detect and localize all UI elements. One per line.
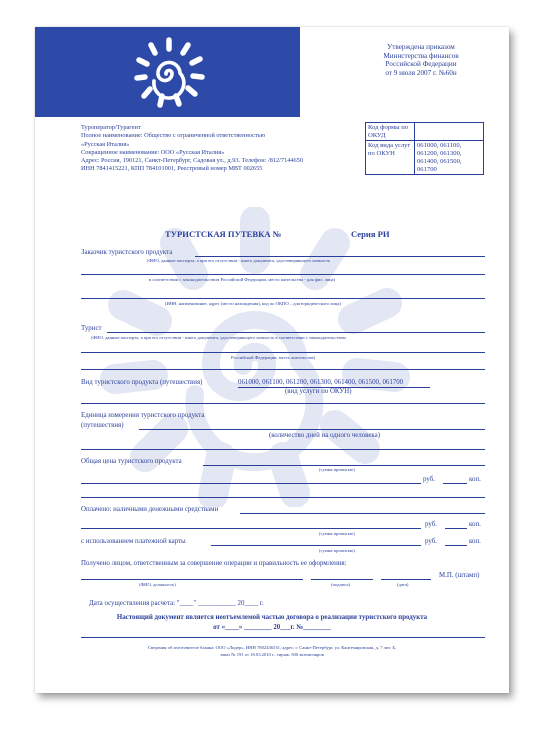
tourist-line[interactable] — [81, 352, 485, 353]
price-line[interactable] — [81, 483, 421, 484]
footer-contract: от «____» ________ 20___г. №________ — [213, 624, 331, 631]
tourist-line[interactable] — [107, 332, 485, 333]
price-kop: коп. — [469, 476, 481, 483]
operator-line: Туроператор/Турагент — [81, 124, 141, 131]
footer-divider — [81, 637, 485, 638]
card-rub: руб. — [425, 538, 437, 545]
cash-rub: руб. — [425, 521, 437, 528]
customer-line[interactable] — [195, 256, 485, 257]
unit-label: Единица измерения туристского продукта — [81, 412, 205, 419]
operator-details — [81, 124, 371, 174]
price-hint: (сумма прописью) — [319, 467, 355, 472]
customer-hint: в соответствии с законодательством Российской Федерации, место жительства - для физ. лица) — [149, 277, 336, 282]
customer-hint: (ФИО, данные паспорта, а при его отсутствии - иного документа, удостоверяющего личность — [147, 258, 331, 263]
tourist-label: Турист — [81, 325, 102, 332]
customer-line[interactable] — [81, 298, 485, 299]
received-label: Получено лицом, ответственным за совершение операции и правильность ее оформления: — [81, 560, 347, 567]
sun-logo-icon — [133, 37, 205, 109]
card-line[interactable] — [211, 545, 421, 546]
price-rub: руб. — [423, 476, 435, 483]
okud-label: Код формы по ОКУД — [366, 123, 415, 141]
maker-info: Сведения об изготовителе бланка: ООО «Лидер», ИНН 7802436531, адрес: г. Санкт-Петербург, ул. Кантемировская, д. 7 лит. Б, — [147, 645, 397, 650]
price-line[interactable] — [203, 465, 485, 466]
okun-code-line: 061400, 061500, — [417, 157, 462, 165]
date-hint: (дата) — [397, 582, 409, 587]
approval-line: Российской Федерации — [385, 60, 457, 69]
operator-line: «Русская Италия» — [81, 140, 130, 148]
unit-line[interactable] — [139, 429, 485, 430]
operator-line: Адрес: Россия, 190121, Санкт-Петербург, Садовая ул., д.93. Телефон: /812/7144650 — [81, 157, 303, 165]
unit-hint: (количество дней на одного человека) — [269, 432, 381, 439]
product-codes: 061000, 061100, 061200, 061300, 061400, 061500, 061700 — [238, 379, 404, 386]
calc-date: Дата осуществления расчета: "____" ___________ 20____ г. — [89, 600, 264, 607]
cash-label: Оплачено: наличными денежными средствами — [81, 506, 219, 513]
okun-label: Код вида услуг по ОКУН — [366, 141, 415, 175]
product-extra-line[interactable] — [81, 403, 485, 404]
operator-line: Полное наименование: Общество с ограниченной ответственностью — [81, 132, 266, 140]
sign-hint: (подпись) — [331, 582, 351, 587]
unit-label: (путешествия) — [81, 422, 124, 429]
card-kop-line[interactable] — [445, 545, 467, 546]
price-kop-line[interactable] — [443, 483, 467, 484]
product-label: Вид туристского продукта (путешествия) — [81, 379, 203, 386]
card-hint: (сумма прописью) — [319, 548, 355, 553]
stamp-label: М.П. (штамп) — [439, 572, 480, 579]
product-hint: (вид услуги по ОКУН) — [285, 388, 352, 395]
approval-line: Утверждена приказом — [387, 43, 455, 51]
price-label: Общая цена туристского продукта — [81, 458, 182, 465]
codes-table — [365, 122, 484, 175]
operator-line: ИНН 7841415221, КПП 784101001, Реестровый номер МВТ 002655 — [81, 165, 263, 173]
customer-label: Заказчик туристского продукта — [81, 249, 173, 256]
cash-hint: (сумма прописью) — [319, 531, 355, 536]
approval-line: от 9 июля 2007 г. №60н — [385, 68, 457, 77]
tourist-line[interactable] — [81, 369, 485, 370]
document-title: ТУРИСТСКАЯ ПУТЕВКА № — [165, 229, 282, 239]
unit-line[interactable] — [81, 449, 485, 450]
okun-code-line: 061200, 061300, — [417, 150, 462, 158]
approval-note — [365, 43, 477, 77]
header-banner — [35, 27, 300, 117]
card-kop: коп. — [469, 538, 481, 545]
approval-line: Министерства финансов — [383, 51, 459, 60]
received-sign-line[interactable] — [311, 579, 373, 580]
cash-kop: коп. — [469, 521, 481, 528]
cash-line[interactable] — [81, 528, 421, 529]
okun-code-line: 061700 — [417, 165, 437, 173]
received-date-line[interactable] — [381, 579, 431, 580]
document-series: Серия РИ — [351, 229, 390, 239]
card-label: с использованием платежной карты — [81, 538, 186, 545]
tourist-hint: (ФИО, данные паспорта, а при его отсутствии - иного документа, удостоверяющего личность в соответствии с законодательством — [91, 335, 346, 340]
okun-code-line: 061000, 061100, — [417, 142, 462, 150]
okun-value — [415, 141, 484, 175]
voucher-sheet — [35, 27, 509, 693]
cash-kop-line[interactable] — [445, 528, 467, 529]
customer-line[interactable] — [81, 274, 485, 275]
tourist-hint: Российской Федерации, место жительства) — [231, 355, 316, 360]
received-fio-line[interactable] — [81, 579, 303, 580]
okud-value — [415, 123, 484, 141]
fio-hint: (ФИО, должность) — [139, 582, 176, 587]
maker-order: заказ № 191 от 18.03.2010 г., тираж: 500 экземпляров — [220, 652, 324, 657]
operator-line: Сокращенное наименование: ООО «Русская Италия» — [81, 148, 225, 156]
footer-statement: Настоящий документ является неотъемлемой частью договора о реализации туристского продукта — [116, 614, 428, 621]
customer-hint: (ИНН, наименование, адрес (место нахождения), код по ОКПО – для юридического лица) — [165, 301, 341, 306]
cash-line[interactable] — [240, 513, 485, 514]
price-line[interactable] — [81, 497, 485, 498]
